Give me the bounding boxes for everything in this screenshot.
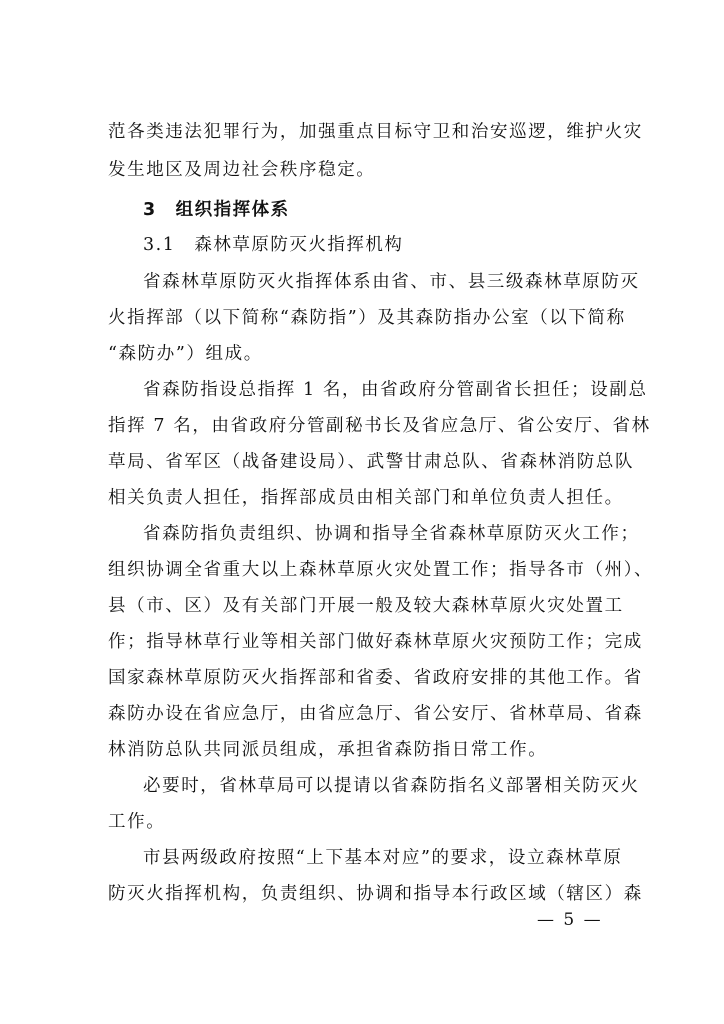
body-line: 组织协调全省重大以上森林草原火灾处置工作；指导各市（州）、: [108, 560, 654, 580]
body-line: 市县两级政府按照“上下基本对应”的要求，设立森林草原: [143, 848, 623, 868]
body-line: 省森防指负责组织、协调和指导全省森林草原防灭火工作；: [143, 524, 640, 544]
section-heading: 3 组织指挥体系: [143, 200, 290, 220]
body-line: 省森防指设总指挥 1 名，由省政府分管副省长担任；设副总: [143, 380, 648, 400]
body-line: 国家森林草原防灭火指挥部和省委、省政府安排的其他工作。省: [108, 668, 643, 688]
body-line: 指挥 7 名，由省政府分管副秘书长及省应急厅、省公安厅、省林: [108, 416, 651, 436]
body-line: 草局、省军区（战备建设局）、武警甘肃总队、省森林消防总队: [108, 452, 635, 472]
body-line: 范各类违法犯罪行为，加强重点目标守卫和治安巡逻，维护火灾: [108, 122, 643, 142]
body-line: 相关负责人担任，指挥部成员由相关部门和单位负责人担任。: [108, 488, 624, 508]
body-line: 林消防总队共同派员组成，承担省森防指日常工作。: [108, 740, 548, 760]
body-line: 县（市、区）及有关部门开展一般及较大森林草原火灾处置工: [108, 596, 624, 616]
body-line: 防灭火指挥机构，负责组织、协调和指导本行政区域（辖区）森: [108, 884, 643, 904]
body-line: 必要时，省林草局可以提请以省森防指名义部署相关防灭火: [143, 776, 640, 796]
body-line: 发生地区及周边社会秩序稳定。: [108, 160, 376, 180]
body-line: 工作。: [108, 812, 166, 832]
subsection-heading: 3.1 森林草原防灭火指挥机构: [143, 235, 404, 255]
body-line: 作；指导林草行业等相关部门做好森林草原火灾预防工作；完成: [108, 632, 643, 652]
body-line: “森防办”）组成。: [108, 344, 263, 364]
page-number: — 5 —: [537, 910, 603, 930]
body-line: 森防办设在省应急厅，由省应急厅、省公安厅、省林草局、省森: [108, 704, 643, 724]
body-line: 省森林草原防灭火指挥体系由省、市、县三级森林草原防灭: [143, 272, 640, 292]
body-line: 火指挥部（以下简称“森防指”）及其森防指办公室（以下简称: [108, 308, 626, 328]
